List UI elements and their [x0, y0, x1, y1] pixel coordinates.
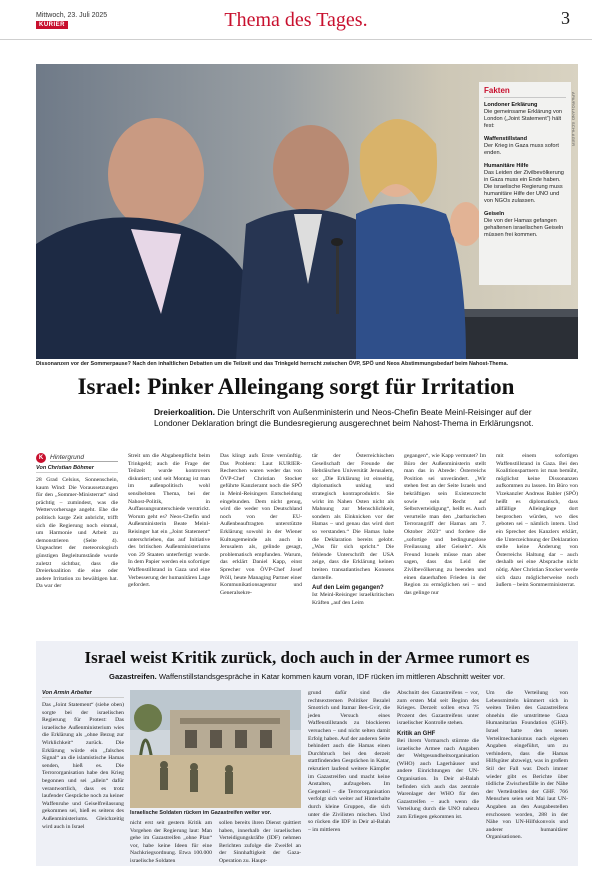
column-text: 28 Grad Celsius, Sonnenschein, kaum Wind: Die Voraussetzungen für den „Sommer-Ministerrat“ sind prächtig – zumindest, was die Wettervorhersage angeht. Ehe die politisch karge Zeit anbricht, trifft sich die Regierung noch einmal, um Harmonie und Arbeit zu demonstrieren (Seite 4). Ungeachtet der meteorologisch günstigen Begleitumstände wurde zuletzt sichtbar, dass die Dreierkoalition die eine oder andere Irritation zu bewältigen hat. Da war der — [36, 477, 118, 590]
lede-kicker: Dreierkoalition. — [154, 407, 215, 417]
article-column: mit einem sofortigen Waffenstillstand in Gaza. Bei den Koalitionspartnern ist man bemüht, möglichst keine Dissonanzen aufkommen zu lassen. Im Büro von Vizekanzler Andreas Babler (SPÖ) heißt es diplomatisch, dass allfällige Alleingänge dort besprochen würden, wo dies geboten sei – nämlich intern. Und ein Sprecher des Kanzlers erklärt, die Unterzeichnung der Deklaration stelle keine Änderung von Österreichs Haltung dar – auch deshalb sei eine Absprache nicht nötig. Aber Christian Stocker werde sich dazu möglicherweise noch äußern – beim Sommerministerrat. — [496, 453, 578, 589]
fact-text: Der Krieg in Gaza muss sofort enden. — [484, 143, 559, 156]
fact-item — [484, 163, 566, 205]
article-column — [312, 453, 394, 607]
article2-body — [42, 690, 572, 865]
section-title: Thema des Tages. — [224, 9, 368, 31]
facts-box — [479, 82, 571, 285]
article-column — [36, 453, 118, 591]
fact-head: Waffenstillstand — [484, 136, 527, 142]
fact-item — [484, 136, 566, 157]
fact-text: Die gemeinsame Erklärung von London („Joint Statement“) hält fest: — [484, 109, 563, 129]
article-column: sollen bereits ihren Dienst quittiert haben, innerhalb der israelischen Verteidigungskräfte (IDF) nehmen Berichten zufolge die Zweifel an der Sinnhaftigkeit der Gaza-Operation zu. Haupt- — [219, 820, 301, 864]
facts-title: Fakten — [484, 86, 566, 98]
kurier-logo: KURIER — [36, 21, 68, 29]
secondary-article-box — [36, 641, 578, 866]
column-text: Das „Joint Statement“ (siehe oben) sorgte bei der israelischen Regierung für Protest: Das israelische Außenministerium wies die Erklärung als „ohne Bezug zur Wirklichkeit“ zurück. Die Erklärung würde ein „falsches Signal“ an die islamistische Hamas senden, hieß es. Die Terrororganisation habe den Krieg begonnen und sei „allein“ dafür verantwortlich, dass es trotz laufender Gespräche noch zu keiner Waffenruhe und Geiselfreilassung gekommen sei, hieß es seitens des Außenministeriums. Gleichzeitig wird auch in Israel — [42, 702, 124, 830]
author-byline: Von Armin Arbeiter — [42, 690, 124, 698]
article-headline: Israel: Pinker Alleingang sorgt für Irritation — [77, 374, 515, 399]
author-byline: Von Christian Böhmer — [36, 465, 118, 473]
column-text: tär der Österreichischen Gesellschaft der Freunde der Hebräischen Universität Jerusalem, so: „Die Erklärung ist einseitig, diplomatisch unklug und strategisch kontraproduktiv. Sie wirkt im Nahen Osten nicht als Mahnung zur Menschlichkeit, sondern als Einknicken vor der Hamas – und genau das wird dort so verstanden.“ Die Hamas habe die Deklaration bereits gelobt. „Was für sich spricht.“ Die fehlende Unterschrift der USA zeige, dass die Erklärung keinen breiten transatlantischen Konsens darstelle. — [312, 453, 394, 581]
column-subhead: Auf den Leim gegangen? — [312, 585, 384, 592]
lede-text: Die Unterschrift von Außenministerin und Neos-Chefin Beate Meinl-Reisinger auf der Londoner Deklaration bringt die Bundesregierung ausgerechnet beim Nahost-Thema in Erklärungsnot. — [154, 407, 534, 428]
column-text: Bei ihrem Vormarsch stürmte die israelische Armee nach Angaben der Weltgesundheitsorganisation (WHO) auch Lagerhäuser und andere Einrichtungen der UN-Organisation. In Deir al-Balah befinden sich auch das zentrale Warenlager der WHO für den Gazastreifen – auch wenn die Verteilung durch die UNO nahezu zum Erliegen gekommen ist. — [397, 737, 479, 820]
page-number: 3 — [561, 8, 570, 28]
article-column: Das klingt aufs Erste vernünftig. Das Problem: Laut KURIER-Recherchen waren weder das von ÖVP-Chef Christian Stocker geführte Kanzleramt noch die SPÖ in Meinl-Reisingers Entscheidung eingebunden. Dem nicht genug, wird die weder von Deutschland noch von der EU-Außenbeauftragten unterstützte Erklärung sowohl in der Wiener Kultusgemeinde als auch in Jerusalem als, gelinde gesagt, problematisch empfunden. Warum, das erklärt Daniel Kapp, einst Sprecher von ÖVP-Chef Josef Pröll, heute Managing Partner einer Kommunikationsagentur und Generalsekre- — [220, 453, 302, 596]
photo-caption: Dissonanzen vor der Sommerpause? Nach den inhaltlichen Debatten um die Teilzeit und das Trinkgeld herrscht zwischen ÖVP, SPÖ und Neos Abstimmungsbedarf beim Nahost-Thema. — [36, 361, 508, 367]
article2-headline: Israel weist Kritik zurück, doch auch in der Armee rumort es — [84, 648, 530, 667]
soldiers-illustration — [130, 690, 301, 808]
kurier-k-icon: K — [36, 453, 46, 463]
fact-item — [484, 211, 566, 239]
article-column: grund dafür sind die rechtsextremen Politiker Bezalel Smotrich und Itamar Ben-Gvir, die jeden Versuch eines Waffenstillstands zu blockieren versuchen – und nicht selten damit Erfolg haben. Auf der anderen Seite behindert auch die Hamas einen Durchbruch bei den derzeit stattfindenden Gesprächen in Katar, rekrutiert laufend weitere Kämpfer im Gazastreifen und macht keine Anstalten, aufzugeben. Im Gegenteil – die Terrororganisation verfolgt sich weiter auf Hinterhalte durch kleine Gruppen, die sich unter die Zivilisten mischen. Und so rücken die IDF in Deir al-Balah – im mittleren — [308, 690, 390, 833]
fact-text: Die von der Hamas gefangen gehaltenen israelischen Geiseln müssen frei kommen. — [484, 218, 564, 238]
column-subhead: Kritik an GHF — [397, 730, 436, 737]
section-kicker — [36, 453, 118, 463]
fact-head: Londoner Erklärung — [484, 102, 538, 108]
soldiers-photo-caption: Israelische Soldaten rücken im Gazastreifen weiter vor. — [130, 810, 272, 816]
article2-lede — [36, 672, 578, 681]
fact-item — [484, 102, 566, 130]
soldiers-photo — [130, 690, 301, 808]
article-column: Um die Verteilung von Lebensmitteln kümmert sich in weiten Teilen des Gazastreifens ohnehin die umstrittene Gaza Humanitarian Foundation (GHF). Israel hatte den neuen Verteilmechanismus nach eigenen Angaben eingeführt, um zu verhindern, dass die Hamas Hilfsgüter abzweigt, was in großem Stil der Fall war. Doch immer wieder gibt es Berichte über tödliche Zwischenfälle in der Nähe der Verteilstellen der GHF. 766 Menschen seien seit Mai laut UN-Angaben an den Ausgabestellen erschossen worden, 288 in der Nähe von UN-Hilfskonvois und anderer humanitärer Organisationen. — [486, 690, 568, 841]
lede-kicker: Gazastreifen. — [109, 672, 157, 681]
kicker-text: Hintergrund — [50, 454, 118, 462]
column-text: Abschnitt des Gazastreifens – vor, zum ersten Mal seit Beginn des Krieges. Derzeit sollen etwa 75 Prozent des Gazastreifens unter israelischer Kontrolle stehen. — [397, 690, 479, 727]
article-column — [42, 690, 124, 831]
photo-credit: APA/ROLAND SCHLAGER — [571, 92, 576, 147]
article-column: Streit um die Abgabenpflicht beim Trinkgeld; auch die Frage der Teilzeit wurde kontrovers diskutiert; und seit Montag ist man im außenpolitisch wohl sensibelsten Thema, bei der Nahost-Politik, in Auffassungsunterschiede verstrickt. Worum geht es? Neos-Chefin und Außenministerin Beate Meinl-Reisinger hat ein „Joint Statement“ unterschrieben, das auf Initiative des britischen Außenministeriums von 29 Staaten unterfertigt wurde. In dem Papier werden ein sofortiger Waffenstillstand in Gaza und eine Verbesserung der humanitären Lage gefordert. — [128, 453, 210, 589]
fact-head: Geiseln — [484, 211, 505, 217]
lede-text: Waffenstillstandsgespräche in Katar kommen kaum voran, IDF rücken im mittleren Abschnitt weiter vor. — [156, 672, 505, 681]
article-column: nicht erst seit gestern Kritik am Vorgehen der Regierung laut: Man gehe im Gazastreifen „ohne Plan“ vor, habe keine Ideen für eine Nachkriegsordnung. Etwa 100.000 israelische Soldaten — [130, 820, 212, 864]
page-header — [0, 0, 592, 40]
fact-head: Humanitäre Hilfe — [484, 163, 529, 169]
article-column: gegangen“, wie Kapp vermutet? Im Büro der Außenministerin stellt man das in Abrede: Österreichs Position sei unverändert. „Wir stehen fest an der Seite Israels und bekräftigen sein Existenzrecht sowie sein Recht auf Selbstverteidigung“, heißt es. Auch verurteile man den „barbarischen Terrorangriff der Hamas am 7. Oktober 2023“ und fordere die „sofortige und bedingungslose Freilassung aller Geiseln“. Als Freund Israels müsse man aber sagen, dass das Leid der Zivilbevölkerung zu beenden und einen dauerhaften Frieden in der Region zu ermöglichen sei – und das gelinge nur — [404, 453, 486, 596]
article-body — [36, 453, 578, 633]
column-text: Ist Meinl-Reisinger israelkritischen Kräften „auf den Leim — [312, 592, 394, 606]
issue-date: Mittwoch, 23. Juli 2025 — [36, 12, 108, 19]
article-column — [397, 690, 479, 822]
fact-text: Das Leiden der Zivilbevölkerung in Gaza muss ein Ende haben. Die israelische Regierung muss humanitäre Hilfe der UNO und von NGOs zulassen. — [484, 170, 564, 204]
article-lede — [154, 407, 564, 429]
